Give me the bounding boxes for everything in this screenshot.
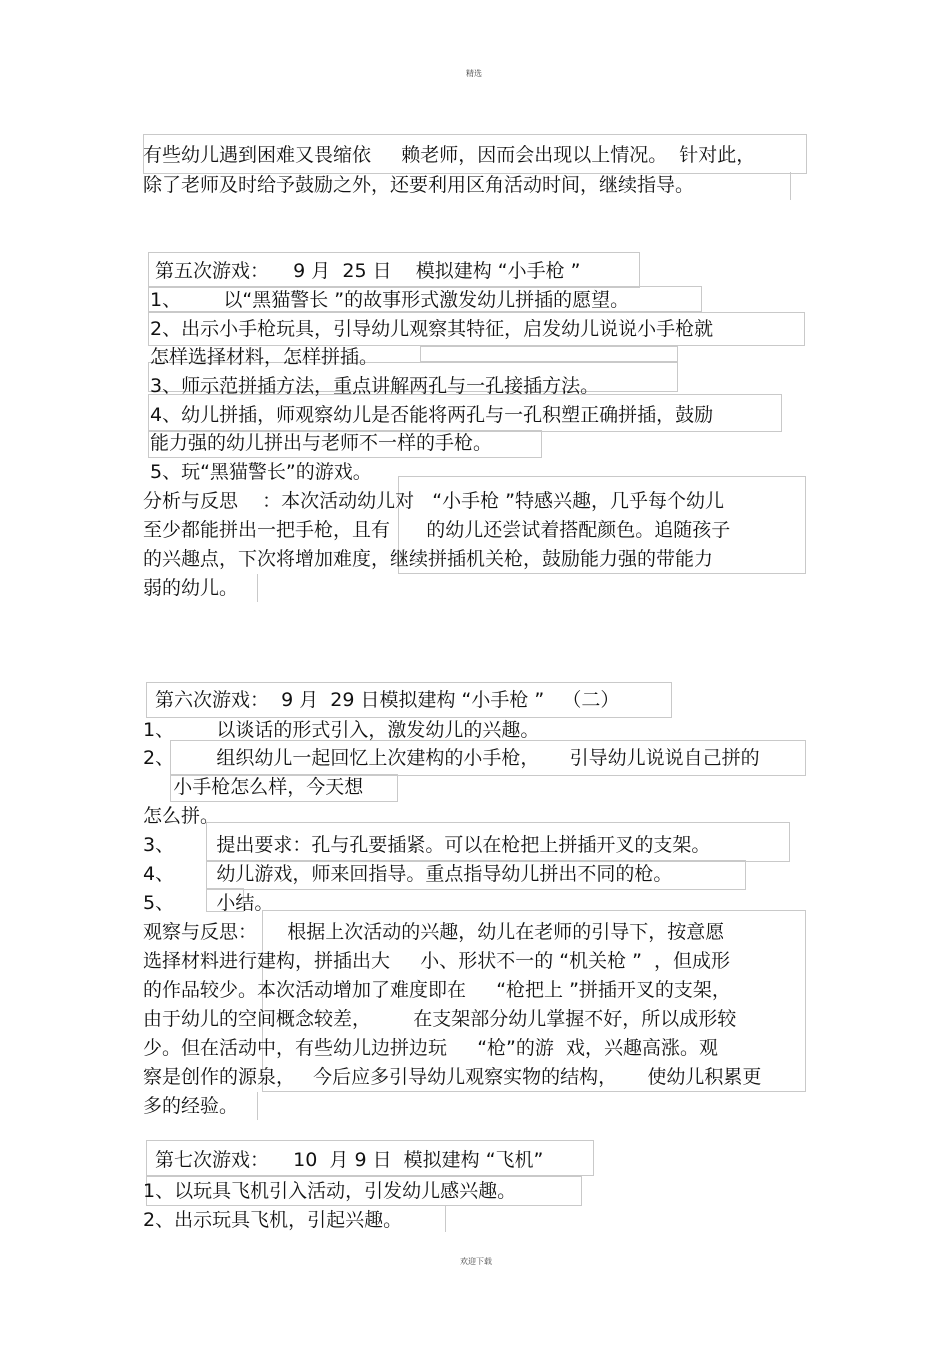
game6-step: 小手枪怎么样，今天想: [143, 776, 364, 798]
game5-step: 能力强的幼儿拼出与老师不一样的手枪。: [150, 432, 493, 454]
frame-edge: [257, 574, 258, 602]
game6-title: 第六次游戏： 9 月 29 日模拟建构 “小手枪 ” （二）: [155, 689, 620, 711]
game5-reflection: 弱的幼儿。: [143, 577, 239, 599]
game6-reflection: 由于幼儿的空间概念较差， 在支架部分幼儿掌握不好，所以成形较: [143, 1008, 737, 1030]
frame-outline: [420, 346, 678, 362]
game6-step: 5、 小结。: [143, 892, 274, 914]
game6-reflection: 选择材料进行建构，拼插出大 小、形状不一的 “机关枪 ” ，但成形: [143, 950, 731, 972]
game7-step: 2、出示玩具飞机，引起兴趣。: [143, 1209, 403, 1231]
frame-edge: [790, 172, 791, 200]
frame-edge: [257, 1092, 258, 1120]
game6-reflection: 察是创作的源泉， 今后应多引导幼儿观察实物的结构， 使幼儿积累更: [143, 1066, 762, 1088]
frame-edge: [445, 1206, 446, 1232]
game5-step: 2、出示小手枪玩具，引导幼儿观察其特征，启发幼儿说说小手枪就: [150, 318, 714, 340]
game5-reflection: 分析与反思 ：本次活动幼儿对 “小手枪 ”特感兴趣，几乎每个幼儿: [143, 490, 725, 512]
game6-step: 3、 提出要求：孔与孔要插紧。可以在枪把上拼插开叉的支架。: [143, 834, 711, 856]
game6-step: 怎么拼。: [143, 805, 220, 827]
page-header: 精选: [466, 69, 482, 78]
game5-step: 4、幼儿拼插，师观察幼儿是否能将两孔与一孔积塑正确拼插，鼓励: [150, 404, 714, 426]
game5-step: 5、玩“黑猫警长”的游戏。: [150, 461, 372, 483]
game6-step: 2、 组织幼儿一起回忆上次建构的小手枪， 引导幼儿说说自己拼的: [143, 747, 760, 769]
game5-title: 第五次游戏： 9 月 25 日 模拟建构 “小手枪 ”: [155, 260, 581, 282]
game6-reflection: 观察与反思： 根据上次活动的兴趣，幼儿在老师的引导下，按意愿: [143, 921, 725, 943]
intro-line: 有些幼儿遇到困难又畏缩依 赖老师，因而会出现以上情况。 针对此，: [143, 144, 756, 166]
game5-reflection: 的兴趣点，下次将增加难度，继续拼插机关枪，鼓励能力强的带能力: [143, 548, 714, 570]
intro-line: 除了老师及时给予鼓励之外，还要利用区角活动时间，继续指导。: [143, 174, 695, 196]
game7-step: 1、以玩具飞机引入活动，引发幼儿感兴趣。: [143, 1180, 517, 1202]
game7-title: 第七次游戏： 10 月 9 日 模拟建构 “飞机”: [155, 1149, 544, 1171]
game6-reflection: 多的经验。: [143, 1095, 239, 1117]
game5-step: 怎样选择材料，怎样拼插。: [150, 346, 379, 368]
game5-step: 3、师示范拼插方法，重点讲解两孔与一孔接插方法。: [150, 375, 600, 397]
game6-step: 4、 幼儿游戏，师来回指导。重点指导幼儿拼出不同的枪。: [143, 863, 673, 885]
game5-step: 1、 以“黑猫警长 ”的故事形式激发幼儿拼插的愿望。: [150, 289, 630, 311]
game6-reflection: 的作品较少。本次活动增加了难度即在 “枪把上 ”拼插开叉的支架，: [143, 979, 731, 1001]
game6-step: 1、 以谈话的形式引入，激发幼儿的兴趣。: [143, 719, 540, 741]
page-footer: 欢迎下载: [460, 1257, 492, 1266]
game6-reflection: 少。但在活动中，有些幼儿边拼边玩 “枪”的游 戏，兴趣高涨。观: [143, 1037, 718, 1059]
game5-reflection: 至少都能拼出一把手枪，且有 的幼儿还尝试着搭配颜色。追随孩子: [143, 519, 731, 541]
